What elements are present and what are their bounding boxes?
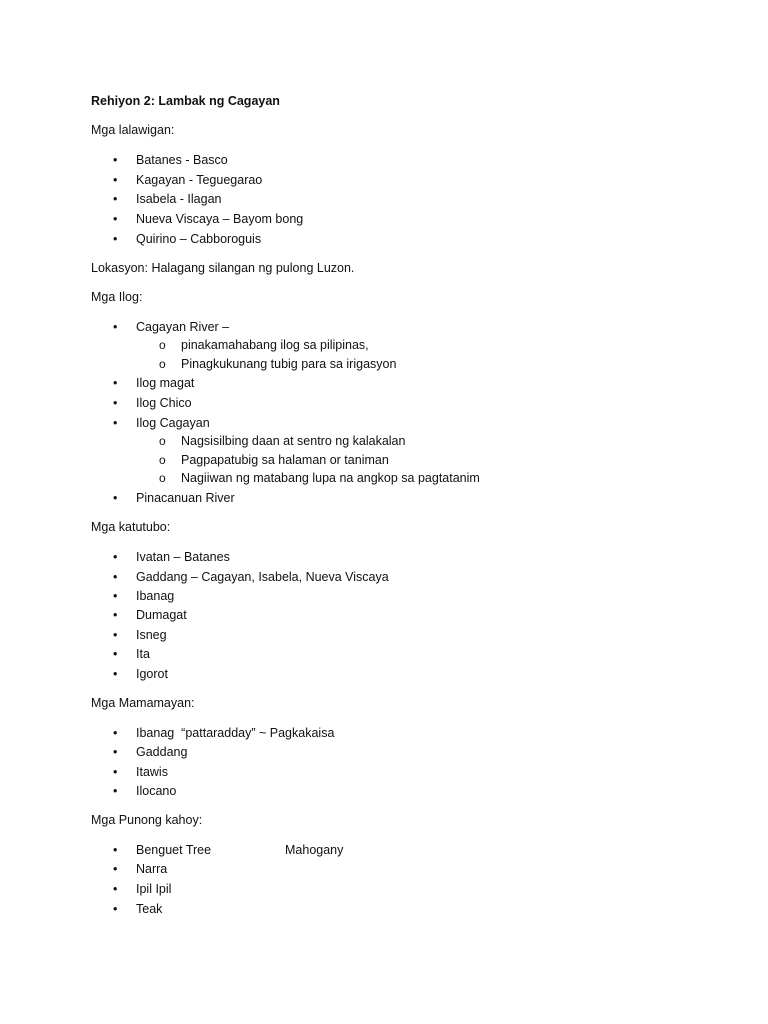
mamamayan-item: Ibanag “pattaradday” ~ Pagkakaisa — [136, 726, 335, 740]
katutubo-item: Ita — [136, 647, 150, 661]
bullet-icon: • — [113, 882, 118, 896]
katutubo-heading: Mga katutubo: — [91, 520, 171, 534]
bullet-icon: • — [113, 232, 118, 246]
bullet-icon: • — [113, 320, 118, 334]
bullet-icon: • — [113, 745, 118, 759]
ilog-sub-item: Nagsisilbing daan at sentro ng kalakalan — [181, 434, 406, 448]
bullet-icon: • — [113, 550, 118, 564]
ilog-sub-item: pinakamahabang ilog sa pilipinas, — [181, 338, 369, 352]
punong-kahoy-item: Ipil Ipil — [136, 882, 172, 896]
ilog-sub-item: Nagiiwan ng matabang lupa na angkop sa pagtatanim — [181, 471, 480, 485]
bullet-icon: • — [113, 843, 118, 857]
ilog-heading: Mga Ilog: — [91, 290, 143, 304]
sub-bullet-icon: o — [159, 338, 166, 352]
katutubo-item: Igorot — [136, 667, 168, 681]
ilog-item: Pinacanuan River — [136, 491, 235, 505]
bullet-icon: • — [113, 667, 118, 681]
lokasyon-line: Lokasyon: Halagang silangan ng pulong Luzon. — [91, 261, 355, 275]
mamamayan-heading: Mga Mamamayan: — [91, 696, 195, 710]
bullet-icon: • — [113, 647, 118, 661]
lalawigan-item: Quirino – Cabboroguis — [136, 232, 262, 246]
bullet-icon: • — [113, 726, 118, 740]
punong-kahoy-item: Teak — [136, 902, 163, 916]
mamamayan-item: Itawis — [136, 765, 168, 779]
lalawigan-item: Nueva Viscaya – Bayom bong — [136, 212, 304, 226]
bullet-icon: • — [113, 396, 118, 410]
katutubo-item: Isneg — [136, 628, 167, 642]
lalawigan-item: Kagayan - Teguegarao — [136, 173, 263, 187]
punong-kahoy-item: Narra — [136, 862, 168, 876]
lalawigan-item: Isabela - Ilagan — [136, 192, 222, 206]
katutubo-item: Dumagat — [136, 608, 187, 622]
bullet-icon: • — [113, 608, 118, 622]
katutubo-item: Ivatan – Batanes — [136, 550, 230, 564]
mamamayan-item: Gaddang — [136, 745, 188, 759]
punong-kahoy-side-item: Mahogany — [285, 843, 344, 857]
bullet-icon: • — [113, 173, 118, 187]
sub-bullet-icon: o — [159, 357, 166, 371]
bullet-icon: • — [113, 902, 118, 916]
katutubo-item: Gaddang – Cagayan, Isabela, Nueva Viscaya — [136, 570, 389, 584]
bullet-icon: • — [113, 376, 118, 390]
ilog-item: Cagayan River – — [136, 320, 230, 334]
katutubo-item: Ibanag — [136, 589, 175, 603]
ilog-item: Ilog Cagayan — [136, 416, 210, 430]
bullet-icon: • — [113, 589, 118, 603]
bullet-icon: • — [113, 570, 118, 584]
sub-bullet-icon: o — [159, 453, 166, 467]
bullet-icon: • — [113, 491, 118, 505]
bullet-icon: • — [113, 416, 118, 430]
bullet-icon: • — [113, 784, 118, 798]
ilog-sub-item: Pagpapatubig sa halaman or taniman — [181, 453, 389, 467]
lalawigan-item: Batanes - Basco — [136, 153, 228, 167]
bullet-icon: • — [113, 628, 118, 642]
bullet-icon: • — [113, 212, 118, 226]
sub-bullet-icon: o — [159, 471, 166, 485]
sub-bullet-icon: o — [159, 434, 166, 448]
document-title: Rehiyon 2: Lambak ng Cagayan — [91, 94, 280, 108]
ilog-item: Ilog magat — [136, 376, 195, 390]
bullet-icon: • — [113, 153, 118, 167]
bullet-icon: • — [113, 765, 118, 779]
ilog-sub-item: Pinagkukunang tubig para sa irigasyon — [181, 357, 397, 371]
mamamayan-item: Ilocano — [136, 784, 177, 798]
punong-kahoy-heading: Mga Punong kahoy: — [91, 813, 203, 827]
punong-kahoy-item: Benguet Tree — [136, 843, 212, 857]
bullet-icon: • — [113, 192, 118, 206]
lalawigan-heading: Mga lalawigan: — [91, 123, 175, 137]
bullet-icon: • — [113, 862, 118, 876]
ilog-item: Ilog Chico — [136, 396, 192, 410]
